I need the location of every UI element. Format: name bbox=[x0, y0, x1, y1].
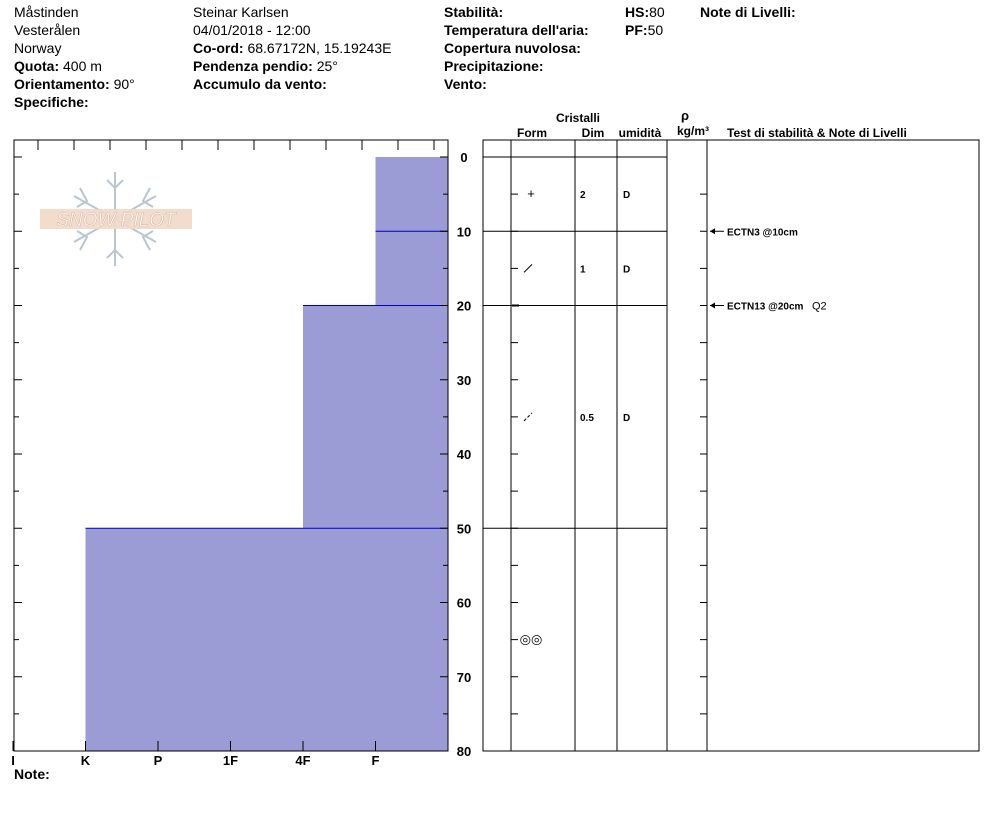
datetime: 04/01/2018 - 12:00 bbox=[193, 22, 311, 38]
pf-label: PF: bbox=[625, 22, 648, 38]
dim-value-2: 0.5 bbox=[580, 412, 594, 424]
depth-label-50: 50 bbox=[456, 521, 472, 537]
region: Vesterålen bbox=[14, 22, 81, 38]
form-header: Form bbox=[517, 126, 547, 140]
elevation-label: Quota: bbox=[14, 58, 60, 74]
crystals-header: Cristalli bbox=[555, 111, 601, 125]
cloud-label: Copertura nuvolosa: bbox=[444, 40, 581, 56]
aspect-value: 90° bbox=[113, 76, 135, 92]
hardness-label-4F: 4F bbox=[295, 753, 311, 768]
slope-label: Pendenza pendio: bbox=[193, 58, 313, 74]
observer: Steinar Karlsen bbox=[193, 4, 289, 20]
moisture-value-1: D bbox=[623, 264, 631, 276]
test-label-1: ECTN13 @20cm bbox=[727, 301, 804, 313]
depth-label-60: 60 bbox=[456, 595, 472, 611]
specifics-label: Specifiche: bbox=[14, 94, 89, 110]
form-symbol-1 bbox=[524, 264, 532, 272]
hardness-profile bbox=[86, 157, 449, 751]
depth-label-40: 40 bbox=[456, 447, 472, 462]
moisture-value-2: D bbox=[623, 412, 631, 424]
dim-header: Dim bbox=[581, 126, 605, 140]
pf-value: 50 bbox=[647, 22, 664, 38]
hardness-label-F: F bbox=[371, 753, 380, 768]
test-arrow-icon bbox=[710, 228, 715, 234]
country: Norway bbox=[14, 40, 62, 56]
form-symbol-3: ◎◎ bbox=[519, 631, 543, 647]
wind-loading-label: Accumulo da vento: bbox=[193, 76, 327, 92]
hs-value: 80 bbox=[649, 4, 665, 20]
dim-value-0: 2 bbox=[580, 190, 586, 202]
layer-notes-label: Note di Livelli: bbox=[700, 4, 796, 20]
depth-label-70: 70 bbox=[456, 669, 472, 685]
test-arrow-icon bbox=[710, 303, 715, 309]
note-label: Note: bbox=[14, 766, 50, 782]
depth-label-80: 80 bbox=[456, 744, 472, 759]
wind-label: Vento: bbox=[444, 76, 487, 92]
moisture-header: umidità bbox=[618, 126, 662, 140]
air-temp-label: Temperatura dell'aria: bbox=[444, 22, 589, 38]
slope-value: 25° bbox=[316, 58, 338, 74]
test-quality-1: Q2 bbox=[812, 300, 827, 313]
location: Måstinden bbox=[14, 4, 79, 20]
form-symbol-2 bbox=[524, 413, 532, 421]
logo-text: SNOW PILOT bbox=[56, 210, 176, 231]
coord-label: Co-ord: bbox=[193, 40, 244, 56]
density-header: kg/m³ bbox=[676, 124, 710, 138]
elevation-value: 400 m bbox=[63, 58, 102, 74]
tests-header: Test di stabilità & Note di Livelli bbox=[727, 126, 907, 140]
depth-label-0: 0 bbox=[460, 150, 468, 165]
test-label-0: ECTN3 @10cm bbox=[727, 227, 798, 239]
hs-label: HS: bbox=[625, 4, 650, 20]
hardness-label-P: P bbox=[153, 753, 163, 768]
rho-header: ρ bbox=[680, 108, 690, 123]
stability-label: Stabilità: bbox=[444, 4, 504, 20]
hardness-bar-3 bbox=[86, 528, 449, 751]
aspect-label: Orientamento: bbox=[14, 76, 110, 92]
hardness-bar-0 bbox=[376, 157, 449, 231]
precip-label: Precipitazione: bbox=[444, 58, 544, 74]
hardness-label-I: I bbox=[11, 753, 15, 768]
depth-label-30: 30 bbox=[456, 372, 472, 388]
depth-label-10: 10 bbox=[456, 224, 472, 240]
depth-label-20: 20 bbox=[456, 298, 472, 314]
hardness-bar-2 bbox=[303, 306, 448, 529]
coord-value: 68.67172N, 15.19243E bbox=[247, 40, 392, 56]
form-symbol-0: + bbox=[527, 186, 535, 202]
hardness-label-1F: 1F bbox=[222, 753, 239, 768]
hardness-bar-1 bbox=[376, 231, 449, 305]
moisture-value-0: D bbox=[623, 190, 631, 202]
hardness-label-K: K bbox=[80, 753, 91, 768]
dim-value-1: 1 bbox=[580, 264, 586, 276]
